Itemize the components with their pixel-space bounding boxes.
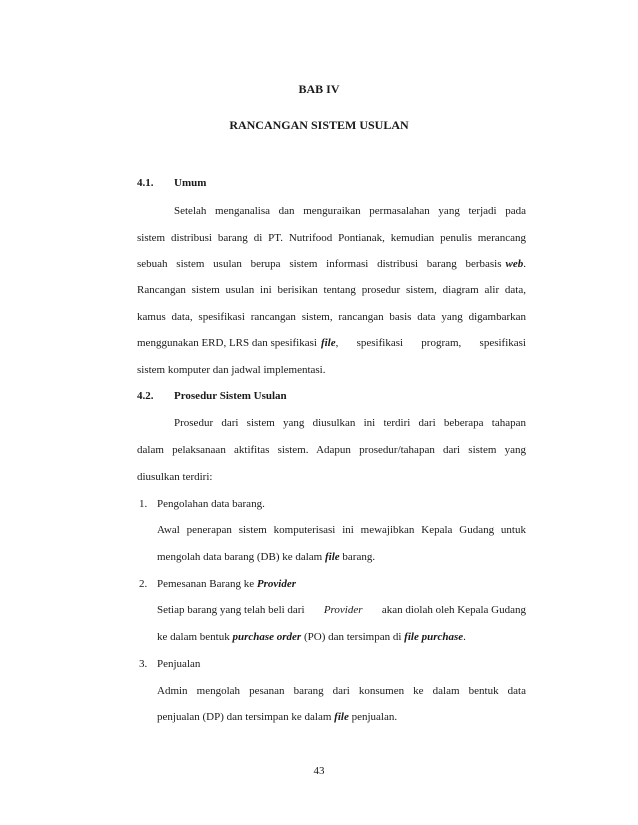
list-item-text: Pemesanan Barang ke bbox=[157, 578, 255, 590]
paragraph-line: sistem komputer dan jadwal implementasi. bbox=[137, 364, 326, 376]
chapter-title: RANCANGAN SISTEM USULAN bbox=[229, 118, 409, 132]
list-item-number: 3. bbox=[139, 658, 148, 670]
list-item-title: Pengolahan data barang. bbox=[157, 498, 265, 510]
list-item-text: penjualan (DP) dan tersimpan ke dalam bbox=[157, 711, 332, 723]
list-item-line bbox=[157, 711, 397, 723]
list-item-text: . bbox=[463, 631, 466, 643]
section-4-2-title: Prosedur Sistem Usulan bbox=[174, 390, 287, 402]
list-item-line bbox=[157, 551, 375, 563]
italic-term: web bbox=[505, 258, 524, 270]
list-item-text: (PO) dan tersimpan di bbox=[303, 631, 402, 643]
italic-term: Provider bbox=[323, 604, 363, 616]
list-item-text: akan diolah oleh Kepala Gudang bbox=[381, 604, 526, 616]
list-item-line bbox=[157, 631, 466, 643]
section-4-2-number: 4.2. bbox=[137, 390, 154, 402]
page-number: 43 bbox=[313, 765, 325, 777]
paragraph-line: diusulkan terdiri: bbox=[137, 471, 213, 483]
paragraph-line bbox=[137, 258, 526, 270]
section-4-1-number: 4.1. bbox=[137, 177, 154, 189]
list-item-text: ke dalam bentuk bbox=[157, 631, 230, 643]
list-item-text: Setiap barang yang telah beli dari bbox=[157, 604, 305, 616]
paragraph-line: Rancangan sistem usulan ini berisikan tentang prosedur sistem, diagram alir data, bbox=[137, 284, 526, 296]
paragraph-text: , spesifikasi program, spesifikasi bbox=[335, 337, 526, 349]
paragraph-line: Setelah menganalisa dan menguraikan permasalahan yang terjadi pada bbox=[174, 205, 526, 217]
paragraph-text bbox=[321, 337, 336, 349]
italic-term: Provider bbox=[256, 578, 296, 590]
italic-term: file bbox=[325, 551, 340, 563]
paragraph-line: sistem distribusi barang di PT. Nutrifood Pontianak, kemudian penulis merancang bbox=[137, 232, 526, 244]
list-item-line: Admin mengolah pesanan barang dari konsumen ke dalam bentuk data bbox=[157, 685, 526, 697]
paragraph-line bbox=[137, 337, 526, 349]
paragraph-text: menggunakan ERD, LRS dan spesifikasi bbox=[137, 337, 317, 349]
list-item-text: penjualan. bbox=[351, 711, 398, 723]
section-4-1-title: Umum bbox=[174, 177, 207, 189]
list-item-line: Awal penerapan sistem komputerisasi ini mewajibkan Kepala Gudang untuk bbox=[157, 524, 526, 536]
italic-term: purchase order bbox=[232, 631, 302, 643]
list-item-number: 2. bbox=[139, 578, 148, 590]
list-item-number: 1. bbox=[139, 498, 148, 510]
paragraph-line: dalam pelaksanaan aktifitas sistem. Adapun prosedur/tahapan dari sistem yang bbox=[137, 444, 526, 456]
list-item-title: Penjualan bbox=[157, 658, 201, 670]
paragraph-text: . bbox=[523, 258, 526, 270]
chapter-label: BAB IV bbox=[298, 82, 340, 96]
list-item-text: barang. bbox=[342, 551, 376, 563]
list-item-title bbox=[157, 578, 296, 590]
paragraph-line: Prosedur dari sistem yang diusulkan ini terdiri dari beberapa tahapan bbox=[174, 417, 526, 429]
paragraph-text: sebuah sistem usulan berupa sistem informasi distribusi barang berbasis bbox=[137, 258, 502, 270]
paragraph-text bbox=[506, 258, 526, 270]
list-item-text: mengolah data barang (DB) ke dalam bbox=[157, 551, 323, 563]
paragraph-line: kamus data, spesifikasi rancangan sistem, rancangan basis data yang digambarkan bbox=[137, 311, 526, 323]
italic-term: file bbox=[334, 711, 349, 723]
list-item-line bbox=[157, 604, 526, 616]
italic-term: file purchase bbox=[404, 631, 464, 643]
italic-term: file bbox=[320, 337, 336, 349]
